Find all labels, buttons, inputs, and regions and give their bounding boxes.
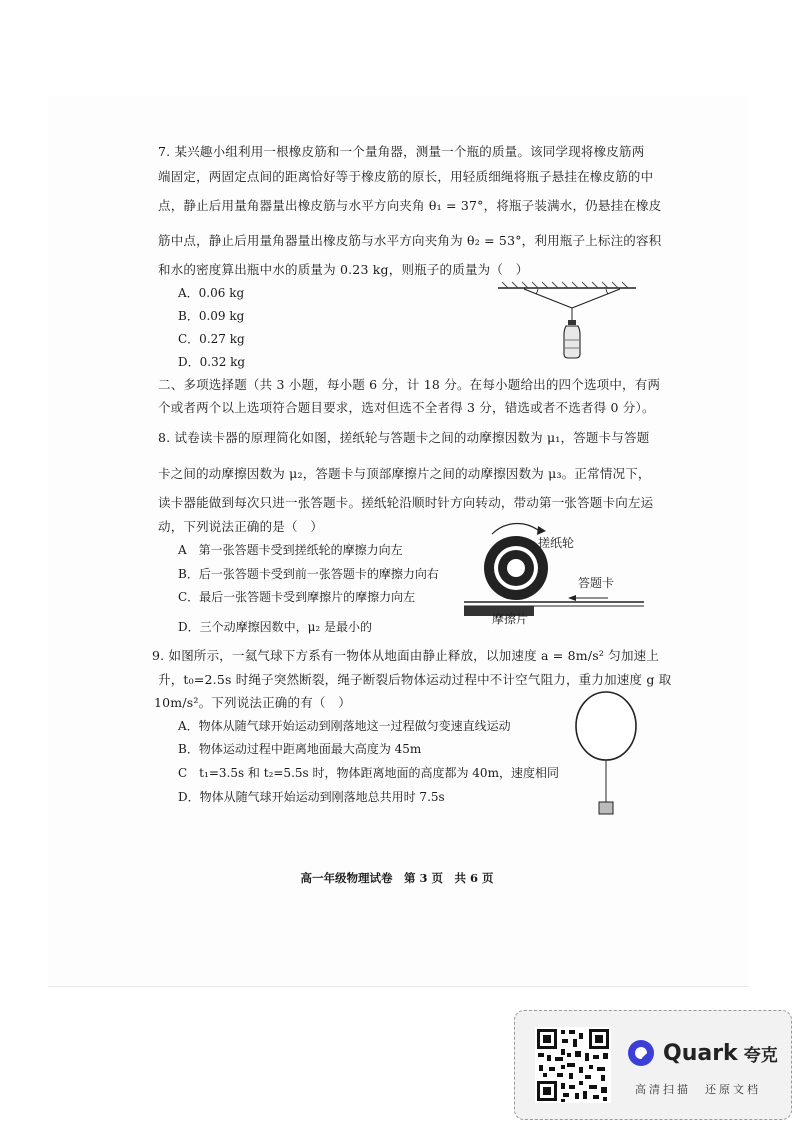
q7-option-a: A．0.06 kg xyxy=(178,286,245,300)
q8-card-label: 答题卡 xyxy=(578,576,615,590)
q9-option-d: D．物体从随气球开始运动到刚落地总共用时 7.5s xyxy=(178,790,445,804)
q7-line-5: 和水的密度算出瓶中水的质量为 0.23 kg，则瓶子的质量为（ ） xyxy=(158,262,529,277)
q8-option-d: D．三个动摩擦因数中，μ₂ 是最小的 xyxy=(178,620,373,634)
q8-line-4: 动，下列说法正确的是（ ） xyxy=(158,519,324,534)
q7-line-4: 筋中点，静止后用量角器量出橡皮筋与水平方向夹角为 θ₂ = 53°，利用瓶子上标注的容积 xyxy=(158,233,662,248)
quark-brand-name: Quark xyxy=(663,1040,738,1066)
q7-option-c: C．0.27 kg xyxy=(178,332,245,346)
q9-option-b: B．物体运动过程中距离地面最大高度为 45m xyxy=(178,742,422,756)
page-footer: 高一年级物理试卷 第 3 页 共 6 页 xyxy=(300,871,494,885)
q7-bottle-figure xyxy=(494,280,640,364)
q8-roller-label: 搓纸轮 xyxy=(538,536,575,550)
q9-line-3: 10m/s²。下列说法正确的有（ ） xyxy=(154,695,351,710)
q8-line-2: 卡之间的动摩擦因数为 μ₂，答题卡与顶部摩擦片之间的动摩擦因数为 μ₃。正常情况下， xyxy=(158,466,651,481)
q7-option-b: B．0.09 kg xyxy=(178,309,245,323)
qr-code-icon xyxy=(535,1027,611,1103)
quark-slogan: 高清扫描 还原文档 xyxy=(635,1083,761,1096)
q7-line-2: 端固定，两固定点间的距离恰好等于橡皮筋的原长，用轻质细绳将瓶子悬挂在橡皮筋的中 xyxy=(158,169,654,184)
q8-pad-label: 摩擦片 xyxy=(492,612,529,626)
q7-line-1: 7. 某兴趣小组利用一根橡皮筋和一个量角器，测量一个瓶的质量。该同学现将橡皮筋两 xyxy=(158,144,645,159)
q9-option-c: C t₁=3.5s 和 t₂=5.5s 时，物体距离地面的高度都为 40m，速度相同 xyxy=(178,766,559,780)
q9-line-1: 9. 如图所示，一氦气球下方系有一物体从地面由静止释放，以加速度 a = 8m/s² 匀加速上 xyxy=(152,648,660,663)
q9-line-2: 升，t₀=2.5s 时绳子突然断裂，绳子断裂后物体运动过程中不计空气阻力，重力加速度 g 取 xyxy=(158,672,672,687)
q8-line-1: 8. 试卷读卡器的原理简化如图，搓纸轮与答题卡之间的动摩擦因数为 μ₁，答题卡与答题 xyxy=(158,430,650,445)
quark-brand-cn: 夸克 xyxy=(743,1045,778,1066)
q8-option-c: C．最后一张答题卡受到摩擦片的摩擦力向左 xyxy=(178,590,416,604)
q8-option-b: B．后一张答题卡受到前一张答题卡的摩擦力向右 xyxy=(178,567,439,581)
q7-option-d: D．0.32 kg xyxy=(178,355,246,369)
q9-balloon-figure xyxy=(572,690,642,822)
q8-line-3: 读卡器能做到每次只进一张答题卡。搓纸轮沿顺时针方向转动，带动第一张答题卡向左运 xyxy=(158,495,654,510)
q9-option-a: A．物体从随气球开始运动到刚落地这一过程做匀变速直线运动 xyxy=(178,719,511,733)
quark-logo-icon xyxy=(627,1039,655,1067)
page-edge xyxy=(48,986,748,987)
section2-line-2: 个或者两个以上选项符合题目要求，选对但选不全者得 3 分，错选或者不选者得 0 分）。 xyxy=(158,400,655,415)
q7-line-3: 点，静止后用量角器量出橡皮筋与水平方向夹角 θ₁ = 37°，将瓶子装满水，仍悬挂在橡皮 xyxy=(158,198,662,213)
quark-scan-badge xyxy=(514,1010,792,1120)
quark-brand xyxy=(627,1039,778,1067)
section2-line-1: 二、多项选择题（共 3 小题，每小题 6 分，计 18 分。在每小题给出的四个选项中，有两 xyxy=(158,377,661,392)
q8-option-a: A 第一张答题卡受到搓纸轮的摩擦力向左 xyxy=(178,543,403,557)
